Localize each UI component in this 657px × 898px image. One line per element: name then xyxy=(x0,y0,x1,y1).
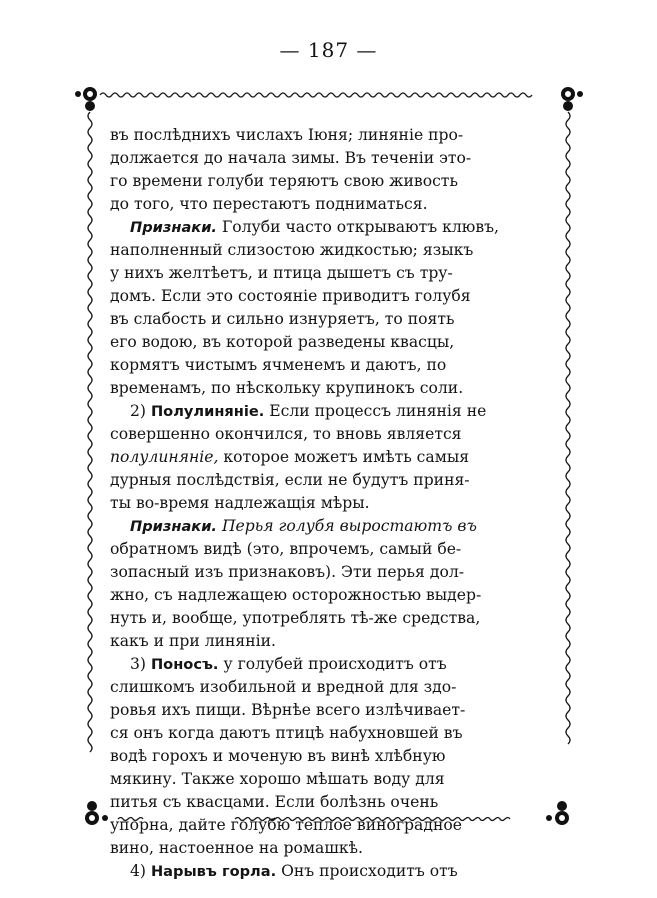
text-run: временамъ, по нѣскольку крупинокъ соли. xyxy=(110,379,464,397)
text-line xyxy=(110,676,544,699)
text-run: ся онъ когда даютъ птицѣ набухнoвшей въ xyxy=(110,724,463,742)
text-run: слишкомъ изобильной и вредной для здо- xyxy=(110,678,457,696)
text-line xyxy=(110,561,544,584)
text-run: питья съ квасцами. Если болѣзнь очень xyxy=(110,793,439,811)
corner-ornament-bottom-left-icon xyxy=(85,801,108,825)
heading-run: Нарывъ горла. xyxy=(150,863,277,880)
italic-run: Перья голубя выростаютъ въ xyxy=(216,517,477,535)
text-line xyxy=(110,722,544,745)
text-run: какъ и при линяніи. xyxy=(110,632,277,650)
text-line xyxy=(110,377,544,400)
text-run: Если процессъ линянія не xyxy=(264,402,487,420)
text-line xyxy=(110,193,544,216)
text-run: жно, съ надлежащею осторожностью выдер- xyxy=(110,586,482,604)
text-line xyxy=(110,423,544,446)
heading-run: Поносъ. xyxy=(150,656,219,673)
frame-top-border xyxy=(100,93,532,97)
text-run: водѣ горохъ и моченую въ винѣ хлѣбную xyxy=(110,747,446,765)
text-line xyxy=(110,584,544,607)
text-line xyxy=(110,216,544,239)
text-run: го времени голуби теряютъ свою живость xyxy=(110,172,458,190)
text-line xyxy=(110,492,544,515)
heading-run: Признаки. xyxy=(130,518,217,535)
text-line xyxy=(110,653,544,676)
text-run: 2) xyxy=(130,402,151,420)
italic-run: полулиняніе, xyxy=(110,448,219,466)
text-line xyxy=(110,124,544,147)
text-run: домъ. Если это состояніе приводитъ голубя xyxy=(110,287,471,305)
corner-ornament-top-right-icon xyxy=(561,87,583,111)
text-run: 4) xyxy=(130,862,151,880)
text-run: у нихъ желтѣетъ, и птица дышетъ съ тру- xyxy=(110,264,453,282)
text-line xyxy=(110,400,544,423)
body-text xyxy=(110,124,544,883)
text-run: нуть и, вообще, употреблять тѣ-же средства, xyxy=(110,609,481,627)
text-run: въ послѣднихъ числахъ Іюня; линяніе про- xyxy=(110,126,464,144)
page-number: — 187 — xyxy=(279,38,378,62)
text-line xyxy=(110,768,544,791)
corner-ornament-bottom-right-icon xyxy=(546,801,569,825)
text-run: должается до начала зимы. Въ теченіи это- xyxy=(110,149,472,167)
text-run: кормятъ чистымъ ячменемъ и даютъ, по xyxy=(110,356,447,374)
text-run: Голуби часто открываютъ клювъ, xyxy=(216,218,499,236)
text-line xyxy=(110,262,544,285)
text-line xyxy=(110,630,544,653)
text-run: вино, настоенное на ромашкѣ. xyxy=(110,839,363,857)
text-run: дурныя послѣдствія, если не будутъ приня- xyxy=(110,471,470,489)
corner-ornament-top-left-icon xyxy=(75,87,97,111)
text-line xyxy=(110,446,544,469)
text-run: наполненный слизостою жидкостью; языкъ xyxy=(110,241,474,259)
text-line xyxy=(110,354,544,377)
text-run: въ слабость и сильно изнуряетъ, то поять xyxy=(110,310,455,328)
text-run: Онъ происходитъ отъ xyxy=(276,862,458,880)
text-line xyxy=(110,837,544,860)
text-run: его водою, въ которой разведены квасцы, xyxy=(110,333,455,351)
text-line xyxy=(110,607,544,630)
text-line xyxy=(110,285,544,308)
text-line xyxy=(110,308,544,331)
text-run: совершенно окончился, то вновь является xyxy=(110,425,462,443)
heading-run: Признаки. xyxy=(130,219,217,236)
text-run: до того, что перестаютъ подниматься. xyxy=(110,195,428,213)
text-run: ты во-время надлежащія мѣры. xyxy=(110,494,370,512)
text-run: у голубей происходитъ отъ xyxy=(218,655,447,673)
text-line xyxy=(110,538,544,561)
text-line xyxy=(110,239,544,262)
heading-run: Полулинянiе. xyxy=(150,403,265,420)
frame-left-border xyxy=(88,112,92,752)
text-line xyxy=(110,515,544,538)
text-line xyxy=(110,745,544,768)
text-run: зопасный изъ признаковъ). Эти перья дол- xyxy=(110,563,465,581)
text-line xyxy=(110,791,544,814)
text-run: которое можетъ имѣть самыя xyxy=(218,448,470,466)
text-line xyxy=(110,170,544,193)
text-line xyxy=(110,331,544,354)
text-run: ровья ихъ пищи. Вѣрнѣе всего излѣчивает- xyxy=(110,701,466,719)
text-run: мякину. Также хорошо мѣшать воду для xyxy=(110,770,445,788)
text-run: 3) xyxy=(130,655,151,673)
text-run: обратномъ видѣ (это, впрочемъ, самый бе- xyxy=(110,540,462,558)
text-line xyxy=(110,814,544,837)
text-line xyxy=(110,469,544,492)
text-line xyxy=(110,147,544,170)
text-line xyxy=(110,699,544,722)
text-run: упорна, дайте голубю теплое виноградное xyxy=(110,816,462,834)
text-line xyxy=(110,860,544,883)
frame-right-border xyxy=(566,112,570,744)
